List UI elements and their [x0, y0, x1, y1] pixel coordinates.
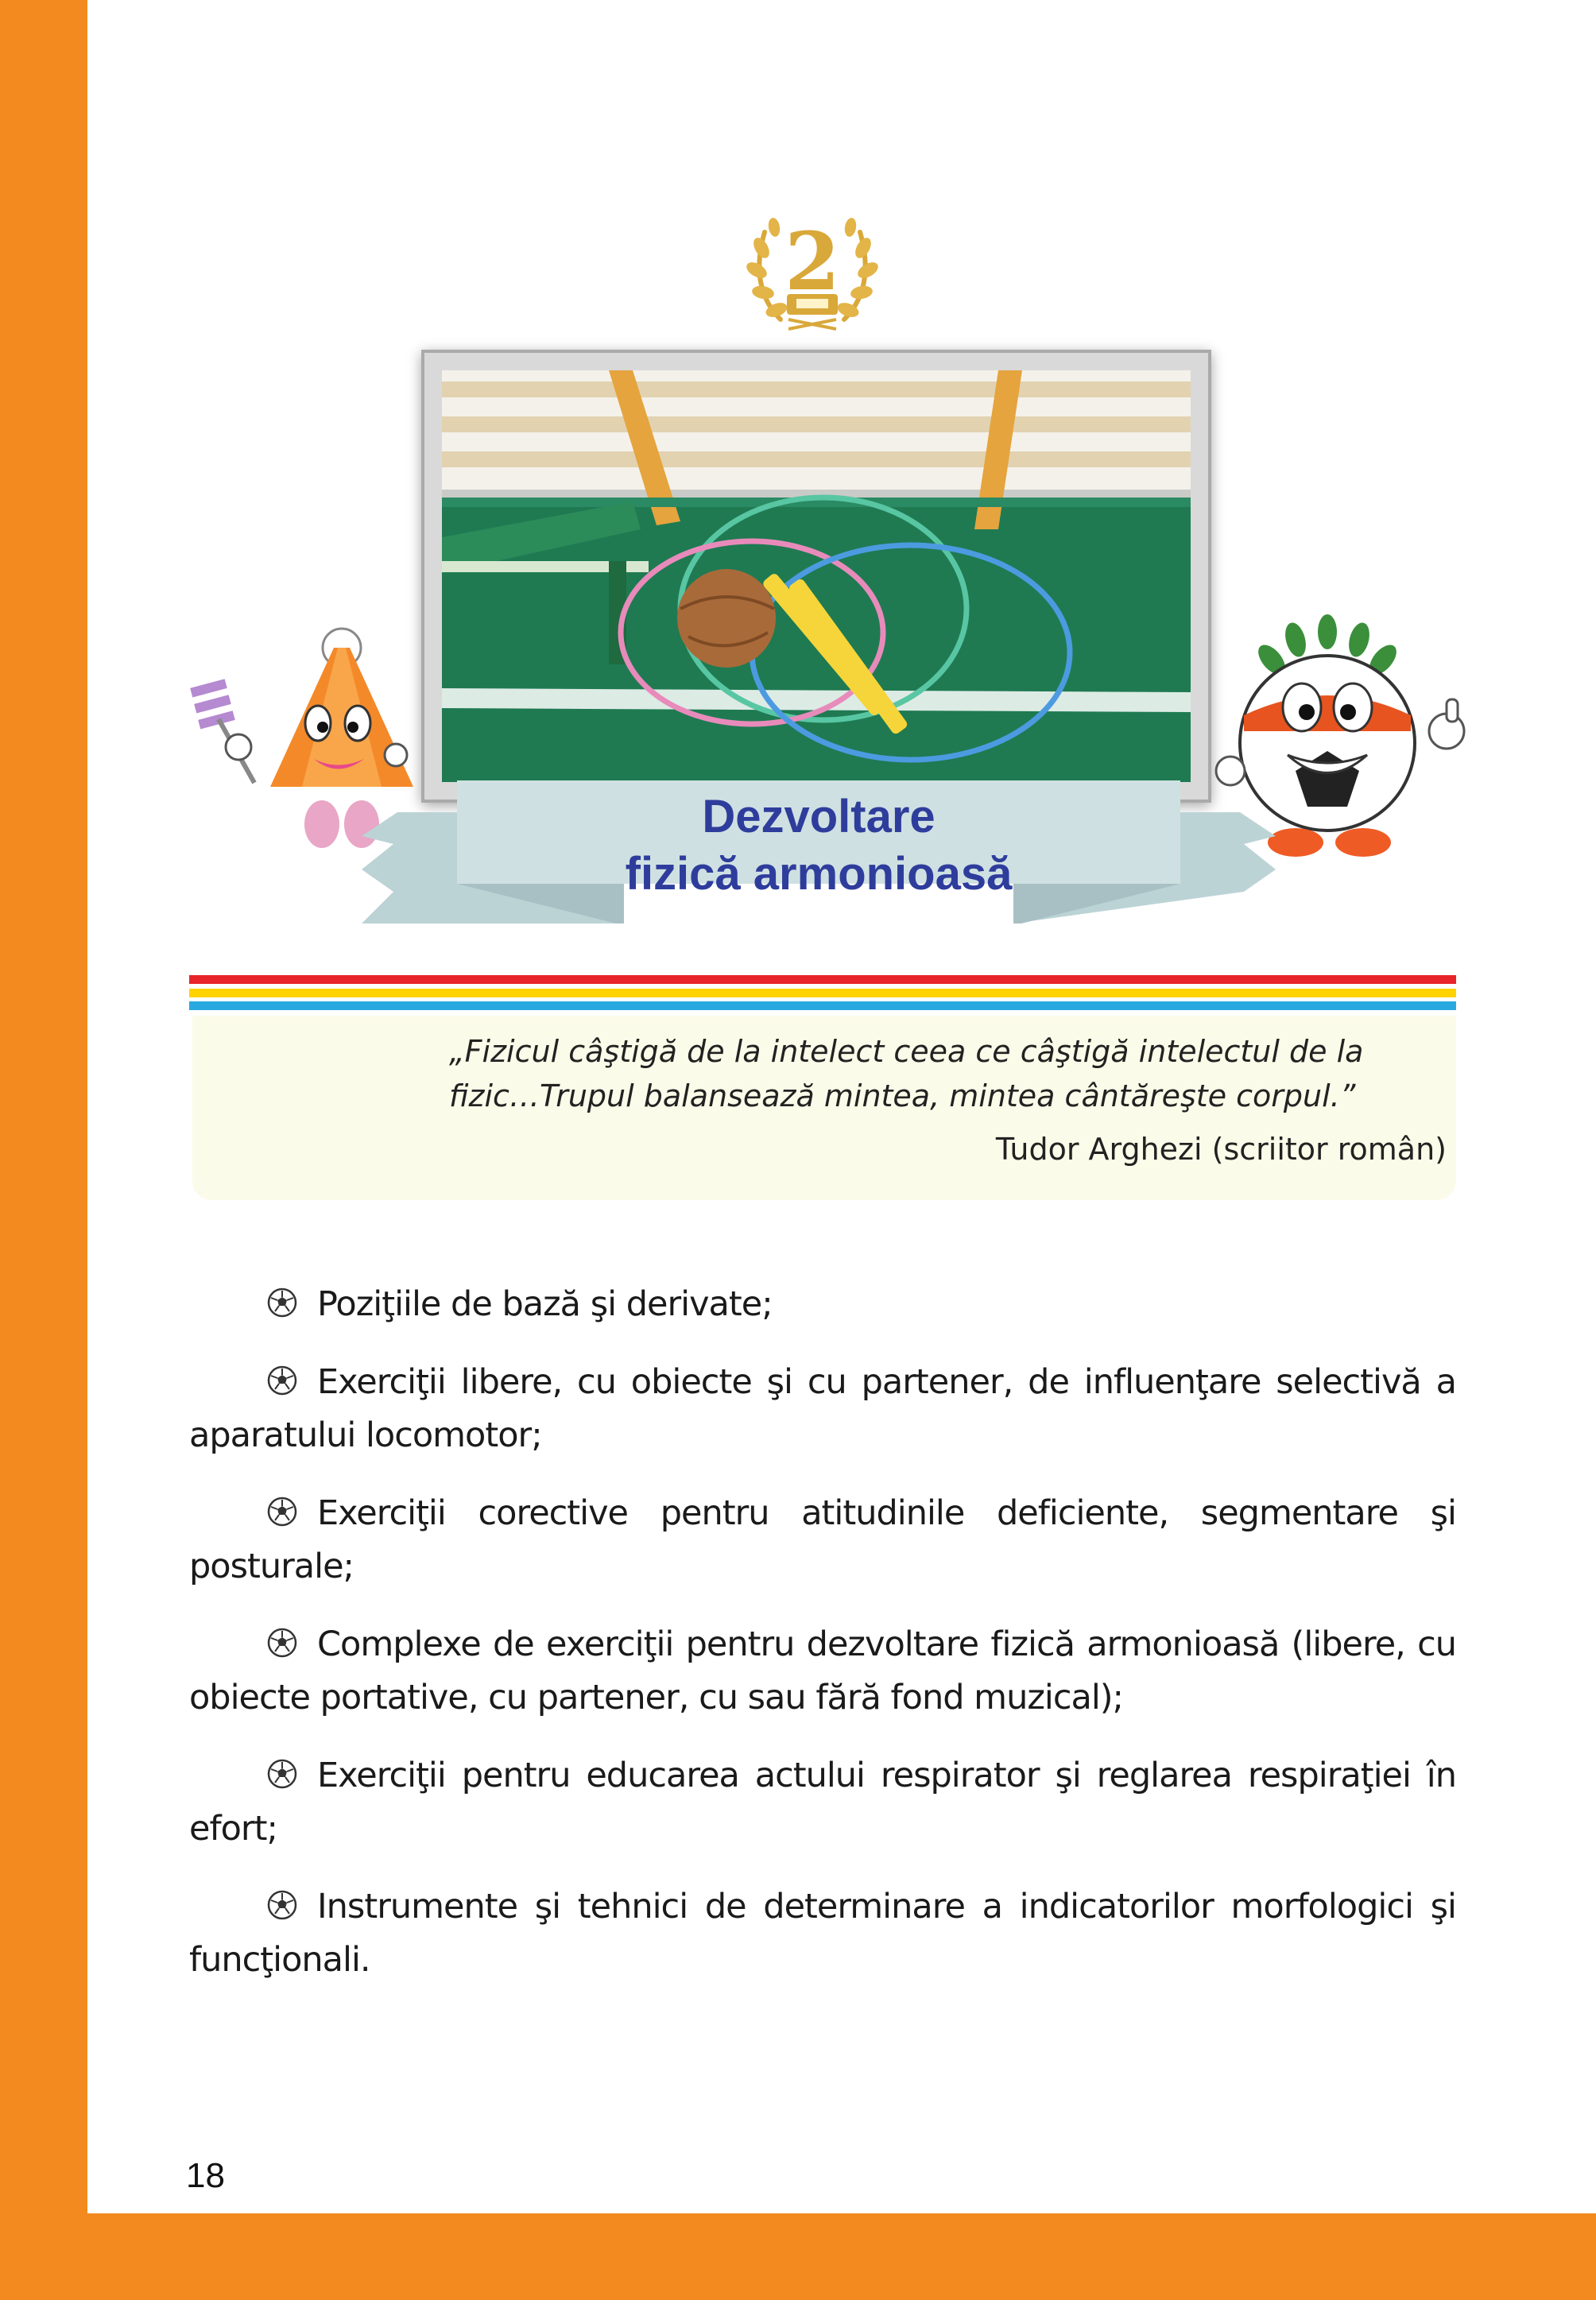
left-orange-border — [0, 0, 87, 2300]
blue-stripe — [189, 1001, 1456, 1010]
chapter-title-ribbon — [362, 780, 1276, 931]
soccer-ball-bullet-icon — [266, 1758, 298, 1790]
quote-author: Tudor Arghezi (scriitor român) — [995, 1132, 1447, 1167]
chapter-number-badge — [733, 184, 892, 343]
red-stripe — [189, 975, 1456, 984]
soccer-ball-bullet-icon — [266, 1287, 298, 1318]
quote-text: „Fizicul câştigă de la intelect ceea ce câştigă intelectul de la fizic…Trupul balansează mintea, mintea cântăreşte corpul.” — [449, 1034, 1364, 1113]
list-item-text: Exerciţii pentru educarea actului respirator şi reglarea respiraţiei în efort; — [189, 1756, 1456, 1849]
gym-equipment-photo — [442, 370, 1191, 782]
list-item-text: Poziţiile de bază şi derivate; — [317, 1284, 773, 1324]
chapter-title-line2: fizică armonioasă — [625, 848, 1013, 900]
list-item-text: Exerciţii corective pentru atitudinile deficiente, segmentare şi posturale; — [189, 1493, 1456, 1586]
list-item-text: Instrumente şi tehnici de determinare a indicatorilor morfologici şi funcţionali. — [189, 1887, 1456, 1980]
list-item — [189, 1278, 1456, 1331]
chapter-title — [362, 788, 1276, 903]
chapter-title-line1: Dezvoltare — [702, 791, 936, 842]
list-item — [189, 1356, 1456, 1462]
list-item — [189, 1487, 1456, 1593]
list-item-text: Complexe de exerciţii pentru dezvoltare fizică armonioasă (libere, cu obiecte portative, cu partener, cu sau fără fond muzical); — [189, 1624, 1456, 1717]
badge-number: 2 — [784, 215, 840, 308]
soccer-ball-bullet-icon — [266, 1889, 298, 1921]
list-item-text: Exerciţii libere, cu obiecte şi cu partener, de influenţare selectivă a aparatului locomotor; — [189, 1362, 1456, 1455]
soccer-ball-bullet-icon — [266, 1627, 298, 1659]
bottom-orange-border — [0, 2213, 1596, 2300]
soccer-ball-bullet-icon — [266, 1496, 298, 1528]
chapter-photo-frame — [421, 350, 1211, 803]
soccer-ball-bullet-icon — [266, 1365, 298, 1396]
list-item — [189, 1749, 1456, 1856]
yellow-stripe — [189, 989, 1456, 997]
page-number: 18 — [186, 2156, 225, 2195]
list-item — [189, 1618, 1456, 1725]
list-item — [189, 1880, 1456, 1987]
topic-list — [189, 1278, 1456, 2012]
